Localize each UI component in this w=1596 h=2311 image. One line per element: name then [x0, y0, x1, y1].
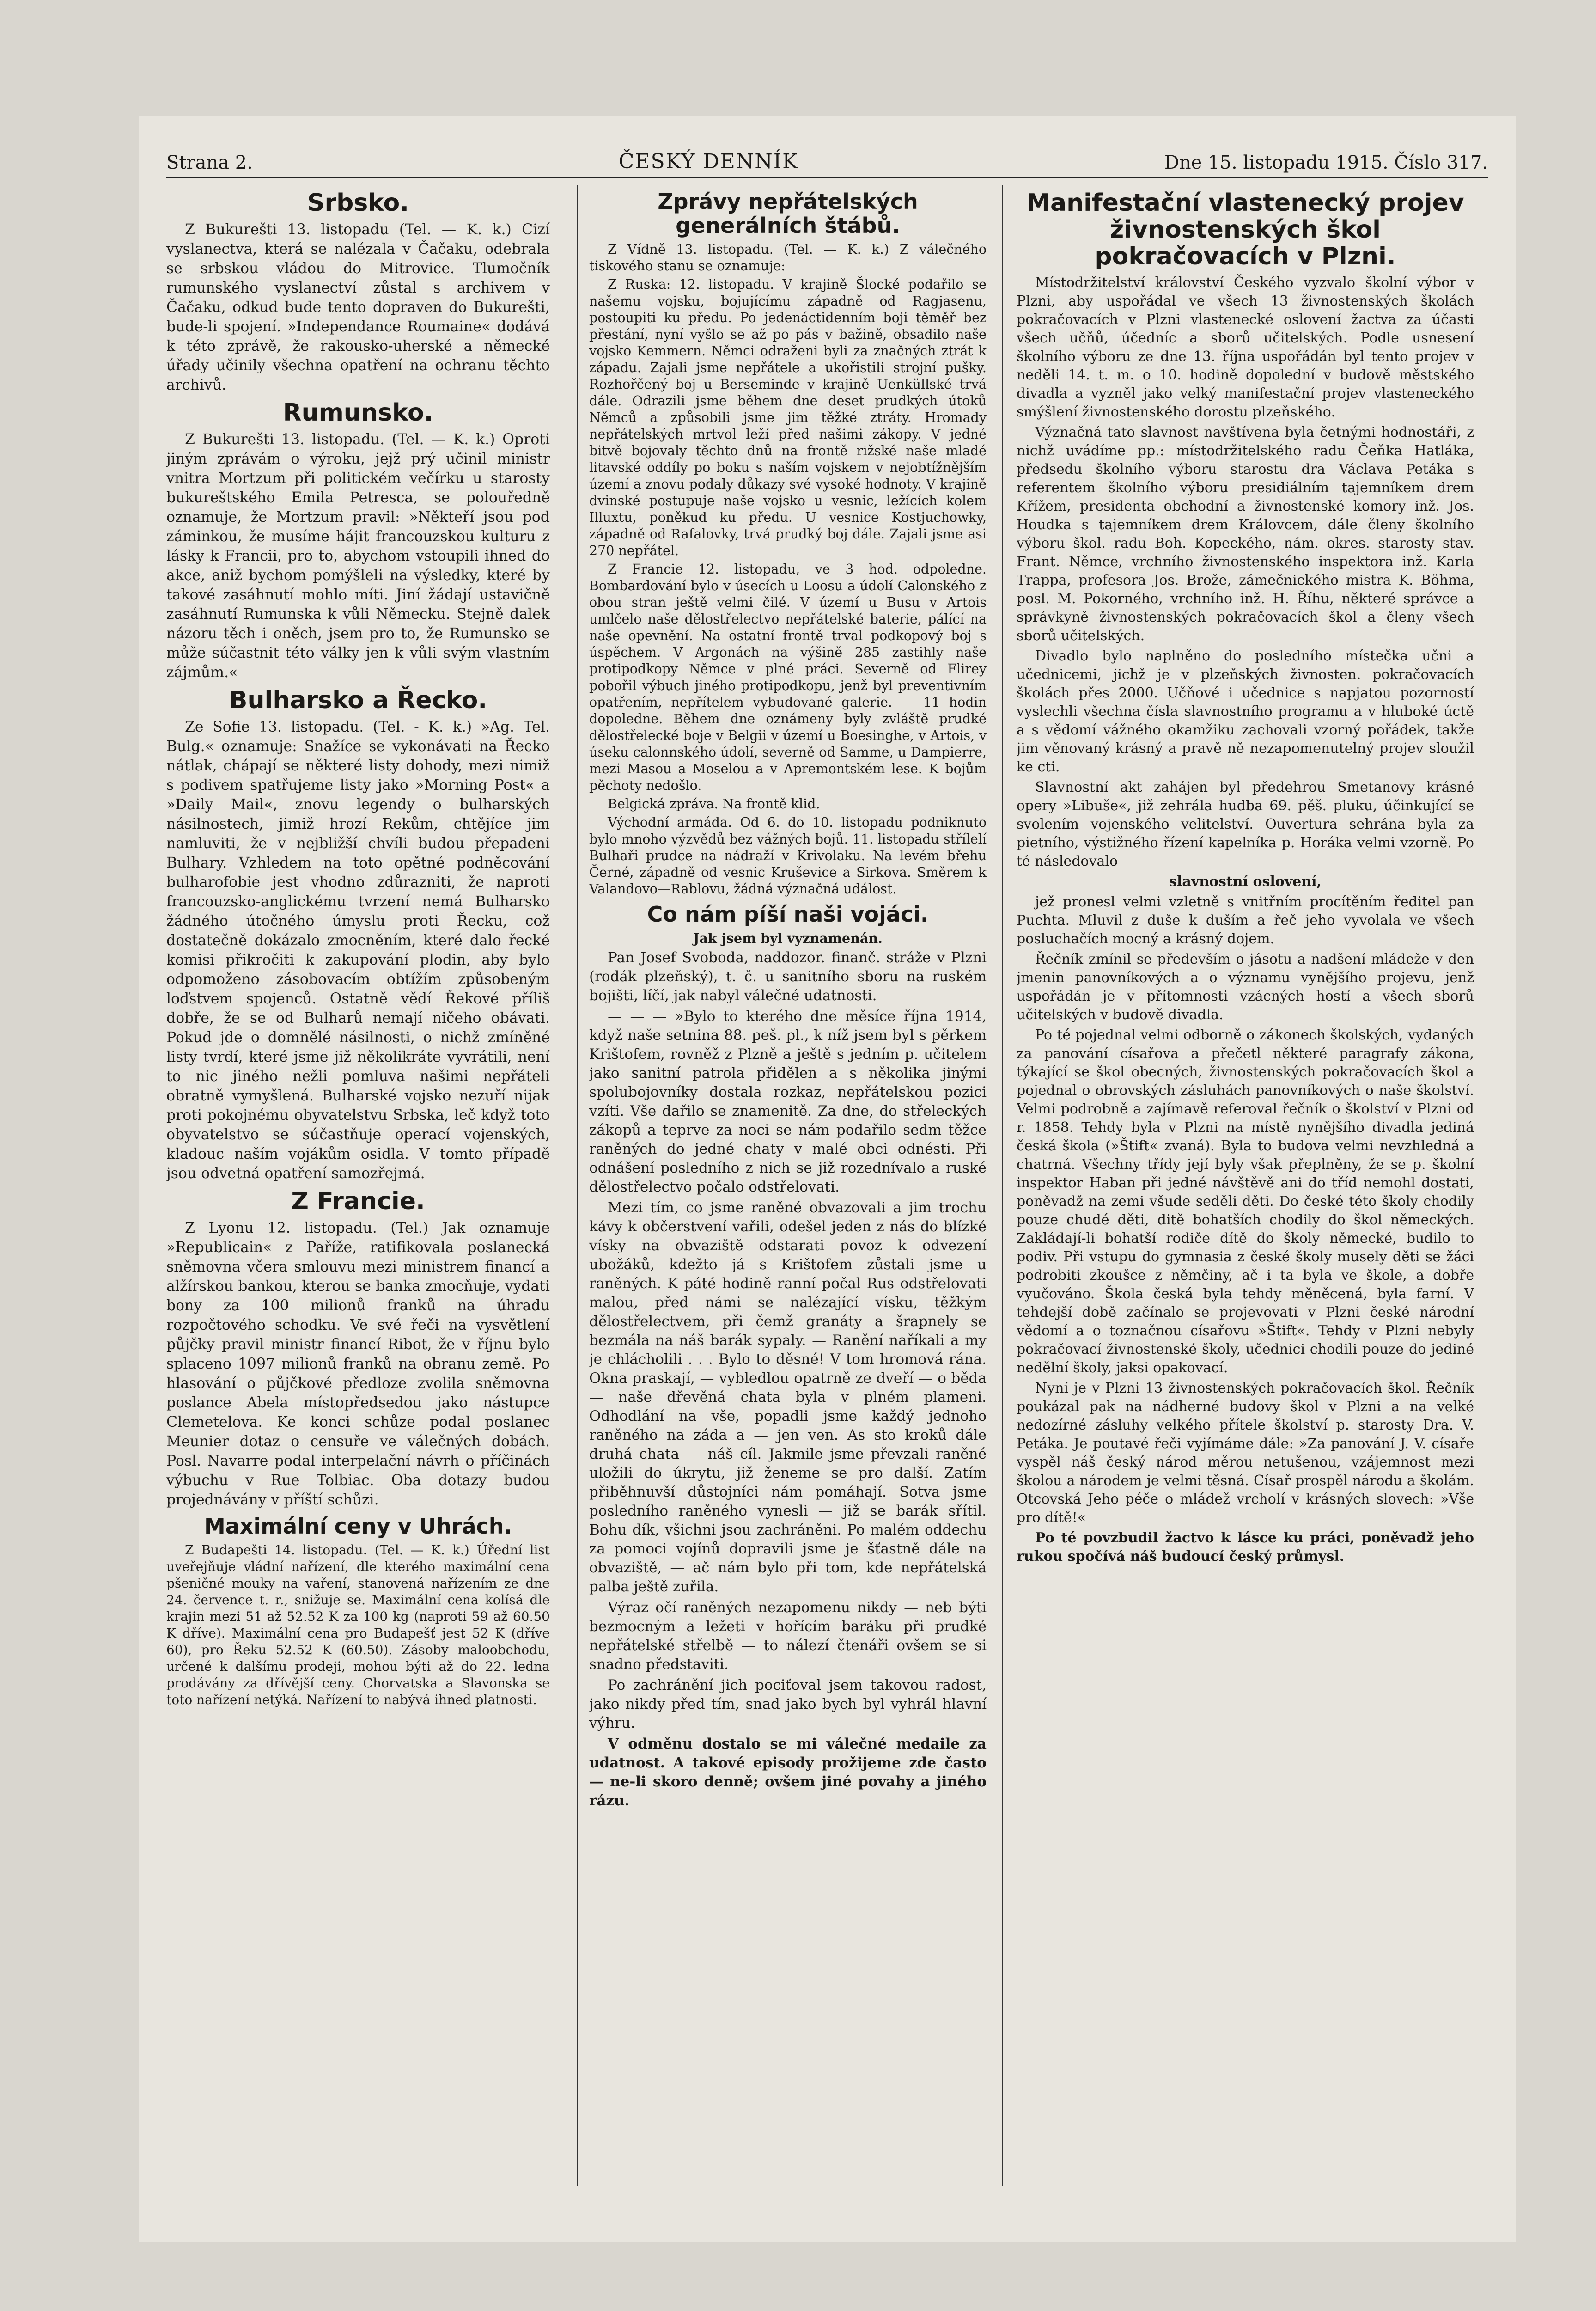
vojaci-intro: Pan Josef Svoboda, naddozor. finanč. stráže v Plzni (rodák plzeňský), t. č. u sanitního sboru na ruském bojišti, líčí, jak nabyl válečné udatnosti. — [589, 949, 987, 1004]
column-3 — [1017, 185, 1474, 2186]
page-header — [166, 141, 1488, 173]
manifest-paragraph-8: Nyní je v Plzni 13 živnostenských pokračovacích škol. Řečník poukázal pak na nádherné budovy škol v Plzni a na velké nedozírné zásluhy velkého přítele školství p. starosty Dra. V. Petáka. Je poutavé řeči vyjímáme dále: »Za panování J. V. císaře vyspěl náš český národ měrou netušenou, vzájemnost mezi školou a národem je velmi těsná. Císař prospěl národu a školám. Otcovská Jeho péče o mládež vrcholí v krásných slovech: »Vše pro dítě!« — [1017, 1380, 1474, 1526]
manifest-paragraph-9: Po té povzbudil žactvo k lásce ku práci, poněvadž jeho rukou spočívá náš budoucí český průmysl. — [1017, 1530, 1474, 1565]
heading-zpravy: Zprávy nepřátelských generálních štábů. — [658, 189, 918, 238]
manifest-paragraph-5: jež pronesl velmi vzletně s vnitřním procítěním ředitel pan Puchta. Mluvil z duše k duším a řeč jeho vyvolala ve všech posluchačích mocný a krásný dojem. — [1017, 894, 1474, 947]
article-rumunsko: Z Bukurešti 13. listopadu. (Tel. — K. k.) Oproti jiným zprávám o výroku, jejž prý učinil ministr vnitra Mortzum při politickém večírku u starosty bukureštského Emila Petresca, se polouředně oznamuje, že Mortzum pravil: »Někteří jsou pod záminkou, že musíme hájit francouzskou kulturu z lásky k Francii, pro to, abychom vstoupili ihned do akce, aniž bychom pomýšleli na výsledky, které by takové zasáhnutí mohlo míti. Jiní žádají ustavičně zasáhnutí Rumunska k vůli Německu. Stejně dalek názoru těch i oněch, jsem pro to, že Rumunsko se může súčastnit této války jen k vůli svým vlastním zájmům.« — [166, 431, 550, 681]
article-bulharsko: Ze Sofie 13. listopadu. (Tel. - K. k.) »Ag. Tel. Bulg.« oznamuje: Snažíce se vykonávati na Řecko nátlak, chápají se některé listy dohody, mezi nimiž s podivem spatřujeme listy jako »Morning Post« a »Daily Mail«, znovu legendy o bulharských násilnostech, jimiž hrozí Rekům, chtějíce jim namluviti, že v nejbližší chvíli budou přepadeni Bulhary. Vzhledem na toto opětné podněcování bulharofobie jest vhodno zdůrazniti, že naproti francouzsko-anglickému tvrzení nemá Bulharsko žádného útočného úmyslu proti Řecku, což dostatečně dokázalo zmocněním, které dalo řecké komisi přikročiti k zakupování plodin, aby bylo odpomoženo zásobovacím obtížím způsobeným loďstvem spojenců. Ostatně vědí Řekové příliš dobře, že se od Bulharů nemají ničeho obávati. Pokud jde o domnělé násilnosti, o nichž zmíněné listy tvrdí, které jsme již několikráte vyvrátili, není to nic jiného nežli pomluva našimi nepřáteli obratně vymyšlená. Bulharské vojsko nezuří nijak proti pokojnému obyvatelstvu Srbska, leč když toto obyvatelstvo se súčastňuje operací vojenských, kladouc naším vojákům osidla. V tomto případě jsou odvetná opatření samozřejmá. — [166, 719, 550, 1182]
heading-srbsko: Srbsko. — [307, 189, 409, 217]
article-srbsko: Z Bukurešti 13. listopadu (Tel. — K. k.) Cizí vyslanectva, která se nalézala v Čačaku, odebrala se srbskou vládou do Mitrovice. Tlumočník rumunského vyslanectví zůstal s archivem v Čačaku, odkud bude tento dopraven do Bukurešti, bude-li spojení. »Independance Roumaine« dodává k této zprávě, že rakousko-uherské a německé úřady učinily všechna opatření na ochranu těchto archivů. — [166, 221, 550, 393]
zpravy-rusko: Z Ruska: 12. listopadu. V krajině Šlocké podařilo se našemu vojsku, bojujícímu západně od Ragjasenu, postoupiti ku předu. Po jedenáctidenním boji těměř bez přestání, nyní vyšlo se až po pás v bažině, obsadilo naše vojsko Kemmern. Němci odraženi byli za značných ztrát k západu. Zajali jsme nepřátele a ukořistili strojní pušky. Rozhořčený boj u Berseminde v krajině Uenküllské trvá dále. Odrazili jsme během dne deset prudkých útoků Němců a způsobili jsme jim těžké ztráty. Hromady nepřátelských mrtvol leží před našimi zákopy. V jedné bitvě bojovaly těchto dnů na frontě rižské naše mladé litavské oddíly po boku s naším vojskem v nejobtížnějším území a znovu podaly důkazy své vysoké hodnoty. V krajině dvinské postupuje naše vojsko u vesnic, ležících kolem Illuxtu, poněkud ku předu. U vesnice Kostjuchowky, západně od Rafalovky, trvá prudký boj dále. Zajali jsme asi 270 nepřátel. — [589, 277, 987, 558]
manifest-paragraph-1: Místodržitelství království Českého vyzvalo školní výbor v Plzni, aby uspořádal ve všech 13 živnostenských školách pokračovacích v Plzni vlastenecké oslovení žactva za účasti všech učňů, účedníc a sborů učitelských. Podle usnesení školního výboru ze dne 13. října uspořádán byl tento projev v neděli 14. t. m. o 10. hodině dopolední v budově městského divadla a vyzněl jako velký manifestační projev vlasteneckého smýšlení živnostenského dorostu plzeňského. — [1017, 275, 1474, 420]
column-divider — [577, 185, 578, 2186]
heading-manifestacni-projev: Manifestační vlastenecký projev živnostenských škol pokračovacích v Plzni. — [1026, 189, 1464, 270]
vojaci-letter-3: Výraz očí raněných nezapomenu nikdy — neb býti bezmocným a ležeti v hořícím baráku při prudké nepřátelské střelbě — to nálezí čtenáři ovšem se si snadno představiti. — [589, 1599, 987, 1673]
subheading-vyznamenan: Jak jsem byl vyznamenán. — [693, 930, 883, 946]
zpravy-francie: Z Francie 12. listopadu, ve 3 hod. odpoledne. Bombardování bylo v úsecích u Loosu a údolí Calonského z obou stran ještě velmi čilé. V území u Busu v Artois umlčelo naše dělostřelectvo nepřátelské baterie, pálící na naše opevnění. Na ostatní frontě trval podkopový boj s úspěchem. V Argonách na výšině 285 zastihly naše protipodkopy Němce v plné práci. Severně od Flirey pobořil výbuch jiného protipodkopu, jenž byl preventivním opatřením, nepřítelem vybudované galerie. — 11 hodin dopoledne. Během dne oznámeny byly zvláště prudké dělostřelecké boje v Belgii v území u Boesinghe, v Artois, v úseku calonnského údolí, severně od Samme, u Dampierre, mezi Masou a Moselou a v Apremontském lese. K bojům pěchoty nedošlo. — [589, 562, 987, 793]
masthead: ČESKÝ DENNÍK — [618, 150, 799, 173]
heading-francie: Z Francie. — [291, 1187, 425, 1215]
manifest-paragraph-3: Divadlo bylo naplněno do posledního místečka učni a učednicemi, jichž je v plzeňských živnosten. pokračovacích školách přes 2000. Učňové i učednice s napjatou pozorností vyslechli všechna čísla slavnostního programu a v hluboké úctě a s vědomí vážného okamžiku zachovali vzorný pořádek, takže jim věnovaný krásný a pravě ně nezapomenutelný projev sloužil ke cti. — [1017, 648, 1474, 775]
newspaper-page — [139, 116, 1516, 2242]
zpravy-vychodni: Východní armáda. Od 6. do 10. listopadu podniknuto bylo mnoho výzvědů bez vážných bojů. 11. listopadu střílelí Bulhaři prudce na nádraží v Krivolaku. Na levém břehu Černé, západně od vesnic Kruševice a Sirkova. Směrem k Valandovo—Rablovu, žádná význačná událost. — [589, 815, 987, 897]
heading-bulharsko: Bulharsko a Řecko. — [229, 686, 487, 714]
column-divider — [1002, 185, 1003, 2186]
heading-vojaci: Co nám píší naši vojáci. — [647, 902, 929, 927]
heading-rumunsko: Rumunsko. — [283, 399, 433, 427]
manifest-paragraph-2: Význačná tato slavnost navštívena byla četnými hodnostáři, z nichž uvádíme pp.: místodržitelského radu Čeňka Hatláka, předsedu školního výboru starostu dra Václava Petáka s referentem školního výboru presidiálním tajemníkem drem Křížem, presidenta obchodní a živnostenské komory inž. Jos. Houdka s tajemníkem drem Královcem, dále členy školního výboru škol. radu Boh. Kopeckého, nám. okres. starosty stav. Frant. Němce, vrchního živnostenského inspektora inž. Karla Trappa, profesora Jos. Brože, zámečnického mistra K. Böhma, posl. M. Pokorného, vrchního inž. H. Říhu, některé správce a správkyně živnostenských pokračovacích škol a členy všech sborů učitelských. — [1017, 424, 1474, 644]
vojaci-letter-1: — — — »Bylo to kterého dne měsíce října 1914, když naše setnina 88. peš. pl., k níž jsem byl s pěrkem Krištofem, rovněž z Plzně a ještě s jedním p. učitelem jako sanitní patrola přidělen a s několika jinými spolubojovníky dostala rozkaz, nepřátelskou pozici vzíti. Vše dařilo se znamenitě. Za dne, do střeleckých zákopů a teprve za noci se nám podařilo sedm těžce raněných do jedné chaty v malé obci odnésti. Při odnášení posledního z nich se již rozednívalo a ruské dělostřelectvo počalo odstřelovati. — [589, 1008, 987, 1195]
page-number: Strana 2. — [166, 152, 253, 173]
manifest-paragraph-4: Slavnostní akt zahájen byl předehrou Smetanovy krásné opery »Libuše«, již zehrála hudba 69. pěš. pluku, účinkující se svolením vojenského velitelství. Ouvertura sehrána byla za pietního, výstižného řízení kapelníka p. Horáka velmi vzorně. Po té následovalo — [1017, 779, 1474, 869]
manifest-paragraph-7: Po té pojednal velmi odborně o zákonech školských, vydaných za panování císařova a přečetl některé paragrafy zákona, týkající se škol obecných, živnostenských pokračovacích škol a pojednal o obrovských zásluhách panovníkových o naše školství. Velmi podrobně a zajímavě referoval řečník o školství v Plzni od r. 1858. Tehdy byla v Plzni na místě nynějšího divadla jediná česká škola (»Štift« zvaná). Byla to budova velmi nevzhledná a chatrná. Všechny třídy její byly však přeplněny, že se p. školní inspektor Haban při jedné návštěvě ani do tříd nemohl dostati, poněvadž na zemi všude seděli děti. Do české této školy chodily pouze chudé děti, ditě bohatších chodily do škol německých. Zakládají-li bohatší rodiče dítě do školy německé, budilo to podiv. Při vstupu do gymnasia z české školy musely děti se žáci podrobiti zkoušce z němčiny, ač i ta byla ve škole, a dobře vyučováno. Škola česká byla tehdy měněcená, byla farní. V tehdejší době začínalo se projevovati v Plzni české národní vědomí a o toznačnou císařovu »Štift«. Tehdy v Plzni nebyly pokračovací živnostenské školy, učednici chodili pouze do jediné nedělní školy, jaksi opakovací. — [1017, 1027, 1474, 1376]
header-rule — [166, 177, 1488, 178]
column-2 — [589, 185, 987, 2186]
article-maximalni-ceny: Z Budapešti 14. listopadu. (Tel. — K. k.) Úřední list uveřejňuje vládní nařízení, dle kterého maximální cena pšeničné mouky na vaření, stanovená nařízením ze dne 24. července t. r., snižuje se. Maximální cena kolísá dle krajin mezi 51 až 52.52 K za 100 kg (naproti 59 až 60.50 K dříve). Maximální cena pro Budapešť jest 52 K (dříve 60), pro Řeku 52.52 K (60.50). Zásoby maloobchodu, určené k dalšímu prodeji, mohou býti až do 22. ledna prodávány za dřívější ceny. Chorvatska a Slavonska se toto nařízení netýká. Nařízení to nabývá ihned platnosti. — [166, 1542, 550, 1707]
subheading-osloveni: slavnostní oslovení, — [1169, 874, 1322, 890]
heading-maximalni-ceny: Maximální ceny v Uhrách. — [204, 1514, 512, 1539]
zpravy-intro: Z Vídně 13. listopadu. (Tel. — K. k.) Z válečného tiskového stanu se oznamuje: — [589, 242, 987, 274]
column-1 — [166, 185, 550, 2186]
vojaci-letter-5: V odměnu dostalo se mi válečné medaile za udatnost. A takové episody prožijeme zde často — ne-li skoro denně; ovšem jiné povahy a jiného rázu. — [589, 1736, 987, 1809]
article-francie: Z Lyonu 12. listopadu. (Tel.) Jak oznamuje »Republicain« z Paříže, ratifikovala poslanecká sněmovna včera smlouvu mezi ministrem financí a alžírskou bankou, kterou se banka zmocňuje, vydati bony za 100 milionů franků na úhradu rozpočtového schodku. Ve své řeči na vysvětlení půjčky pravil ministr financí Ribot, že v říjnu bylo splaceno 1097 milionů franků na obranu země. Po hlasování o půjčkové předloze zvolila sněmovna poslance Abela místopředsedou jako nástupce Clemetelova. Ke konci schůze podal poslanec Meunier dotaz o censuře ve válečných dobách. Posl. Navarre podal interpelační návrh o příčinách výbuchu v Rue Tolbiac. Oba dotazy budou projednávány v příští schůzi. — [166, 1220, 550, 1508]
vojaci-letter-2: Mezi tím, co jsme raněné obvazovali a jim trochu kávy k občerstvení vařili, odešel jeden z nás do blízké vísky na obvaziště odstarati povoz k odvezení ubožáků, kdežto já s Krištofem zůstali jsme u raněných. K páté hodině ranní počal Rus odstřelovati malou, před námi se nalézající vísku, těžkým dělostřelectvem, při čemž granáty a šrapnely se bezmála na náš barák sypaly. — Ranění naříkali a my je chlácholili . . . Bylo to děsné! V tom hromová rána. Okna praskají, — vybledlou opatrně ze dveří — o běda — naše dřevěná chata byla v plném plameni. Odhodlání na vše, popadli jsme každý jednoho raněného na záda a — jen ven. As sto kroků dále druhá chata — náš cíl. Jakmile jsme převzali raněné uložili do úkrytu, již ženeme se pro další. Zatím přiběhnuvší důstojníci nám pomáhají. Sotva jsme posledního raněného vynesli — již se barák sřítil. Bohu dík, všichni jsou zachráněni. Po malém oddechu za pomoci vojínů dopravili jsme je šťastně dále na obvaziště, — ač nám bylo při tom, kde nepřátelská palba ještě zuřila. — [589, 1199, 987, 1595]
vojaci-letter-4: Po zachránění jich pociťoval jsem takovou radost, jako nikdy před tím, snad jako bych byl vyhrál hlavní výhru. — [589, 1677, 987, 1731]
zpravy-belgie: Belgická zpráva. Na frontě klid. — [608, 796, 820, 812]
manifest-paragraph-6: Řečník zmínil se především o jásotu a nadšení mládeže v den jmenin panovníkových a o významu vynějšího projevu, jenž uspořádán je v přítomnosti vzácných hostí a všech sborů učitelských v budově divadla. — [1017, 951, 1474, 1023]
issue-date: Dne 15. listopadu 1915. Číslo 317. — [1164, 152, 1488, 173]
